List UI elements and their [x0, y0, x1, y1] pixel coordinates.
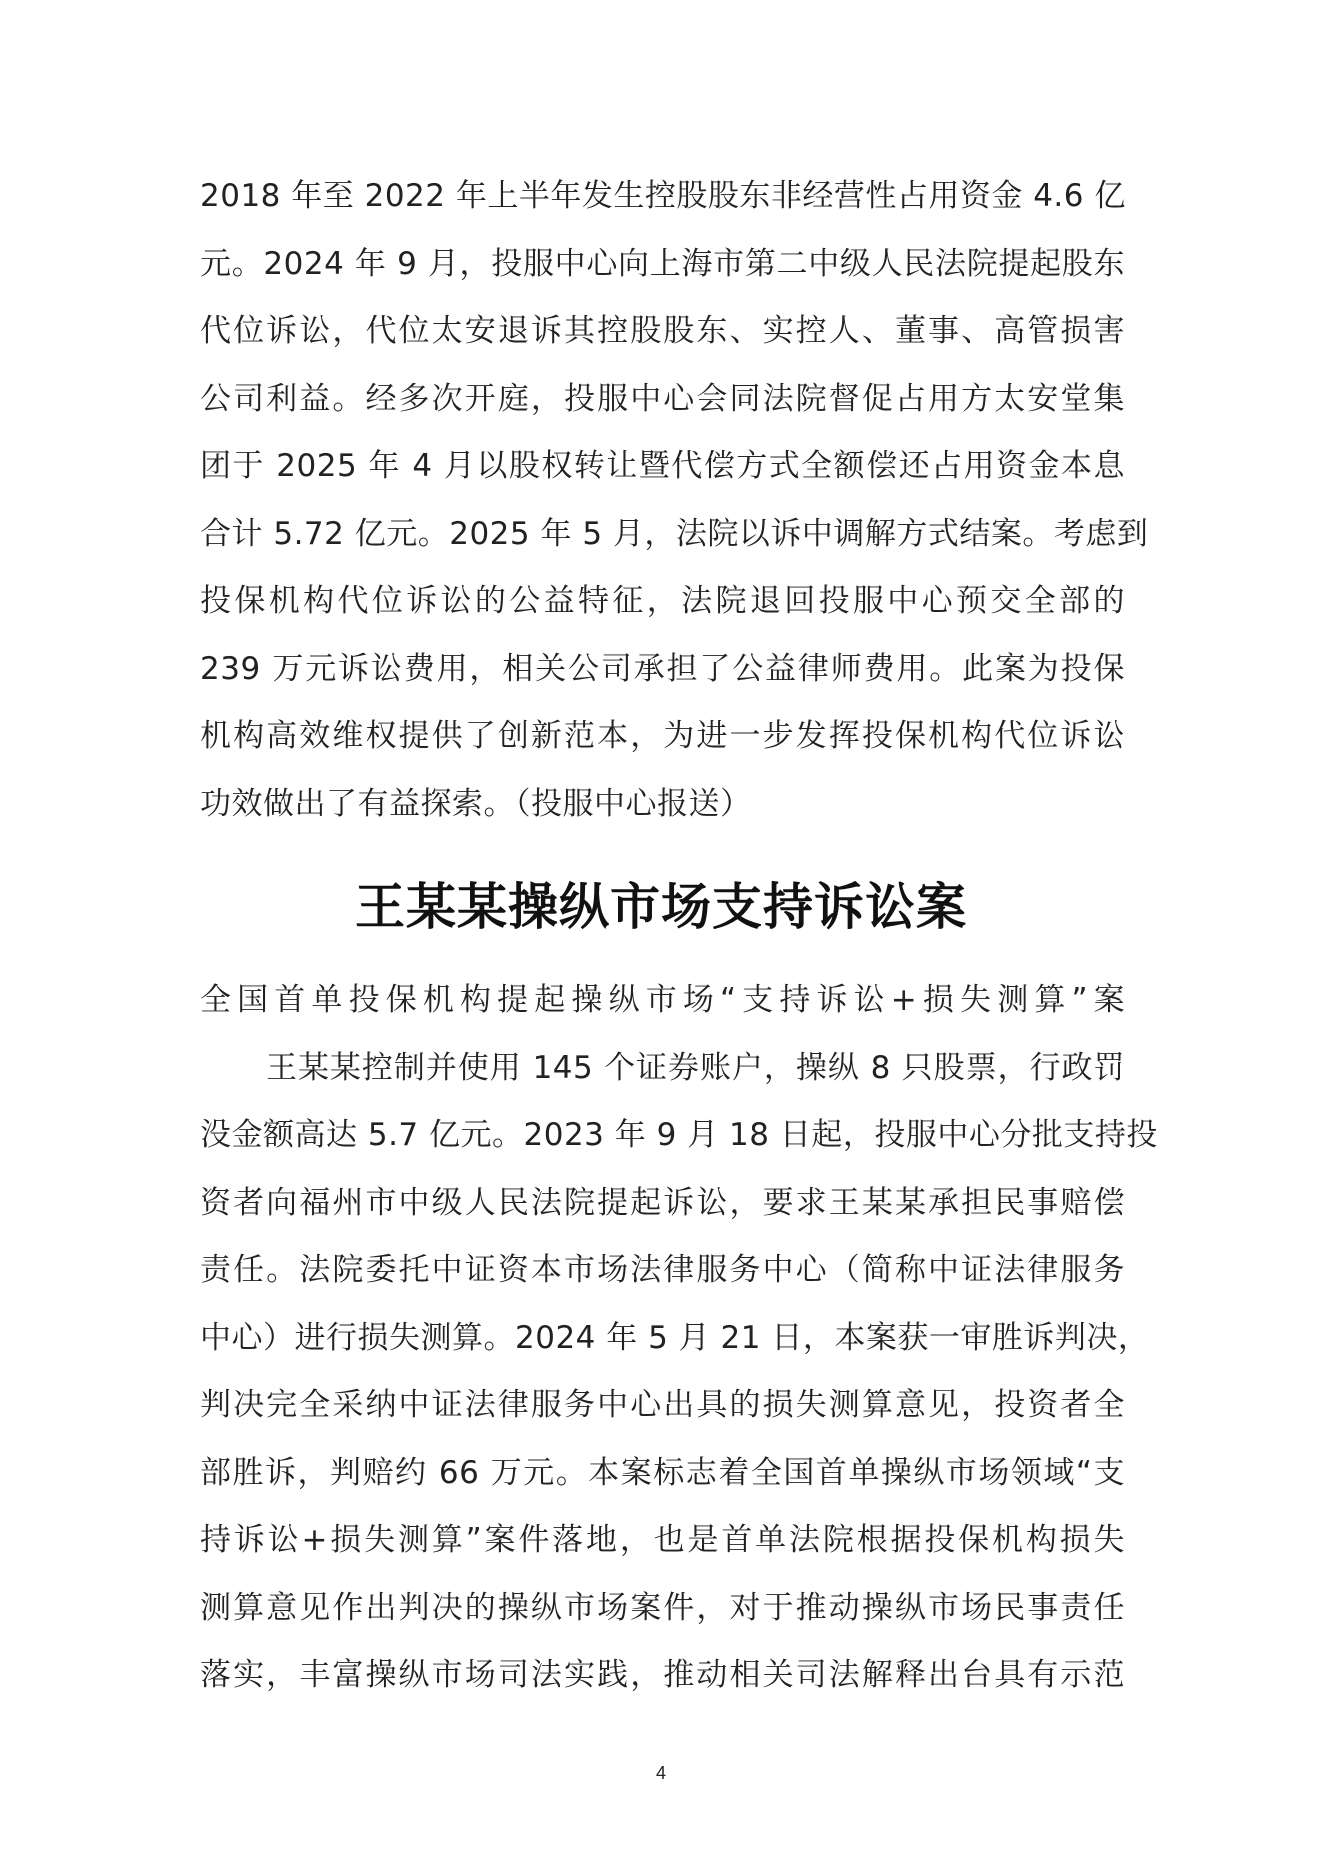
paragraph-line: 功效做出了有益探索。（投服中心报送） [200, 785, 752, 822]
paragraph-line: 持诉讼+损失测算”案件落地，也是首单法院根据投保机构损失 [200, 1522, 1125, 1558]
paragraph-line: 落实，丰富操纵市场司法实践，推动相关司法解释出台具有示范 [200, 1657, 1125, 1693]
case-section [200, 967, 1158, 1710]
continuation-paragraph [200, 163, 1149, 838]
paragraph-line: 责任。法院委托中证资本市场法律服务中心（简称中证法律服务 [200, 1252, 1125, 1288]
paragraph-line: 中心）进行损失测算。2024 年 5 月 21 日，本案获一审胜诉判决， [200, 1319, 1150, 1356]
paragraph-line: 元。2024 年 9 月，投服中心向上海市第二中级人民法院提起股东 [200, 245, 1125, 282]
paragraph-line: 2018 年至 2022 年上半年发生控股股东非经营性占用资金 4.6 亿 [200, 178, 1126, 214]
page-number: 4 [655, 1763, 666, 1783]
paragraph-line: 239 万元诉讼费用，相关公司承担了公益律师费用。此案为投保 [200, 650, 1125, 687]
paragraph-line: 公司利益。经多次开庭，投服中心会同法院督促占用方太安堂集 [200, 380, 1125, 417]
paragraph-line: 测算意见作出判决的操纵市场案件，对于推动操纵市场民事责任 [200, 1589, 1125, 1626]
paragraph-line: 投保机构代位诉讼的公益特征，法院退回投服中心预交全部的 [200, 583, 1125, 619]
paragraph-line: 没金额高达 5.7 亿元。2023 年 9 月 18 日起，投服中心分批支持投 [200, 1117, 1158, 1153]
paragraph-line: 代位诉讼，代位太安退诉其控股股东、实控人、董事、高管损害 [200, 313, 1125, 349]
paragraph-line: 团于 2025 年 4 月以股权转让暨代偿方式全额偿还占用资金本息 [200, 448, 1125, 484]
case-title: 王某某操纵市场支持诉讼案 [355, 878, 967, 936]
paragraph-line: 判决完全采纳中证法律服务中心出具的损失测算意见，投资者全 [200, 1387, 1125, 1423]
case-subtitle: 全国首单投保机构提起操纵市场“支持诉讼+损失测算”案 [200, 982, 1125, 1018]
paragraph-line: 王某某控制并使用 145 个证券账户，操纵 8 只股票，行政罚 [266, 1049, 1125, 1086]
paragraph-line: 机构高效维权提供了创新范本，为进一步发挥投保机构代位诉讼 [200, 718, 1125, 754]
paragraph-line: 资者向福州市中级人民法院提起诉讼，要求王某某承担民事赔偿 [200, 1184, 1125, 1221]
paragraph-line: 部胜诉，判赔约 66 万元。本案标志着全国首单操纵市场领域“支 [200, 1454, 1125, 1491]
paragraph-line: 合计 5.72 亿元。2025 年 5 月，法院以诉中调解方式结案。考虑到 [200, 515, 1149, 552]
